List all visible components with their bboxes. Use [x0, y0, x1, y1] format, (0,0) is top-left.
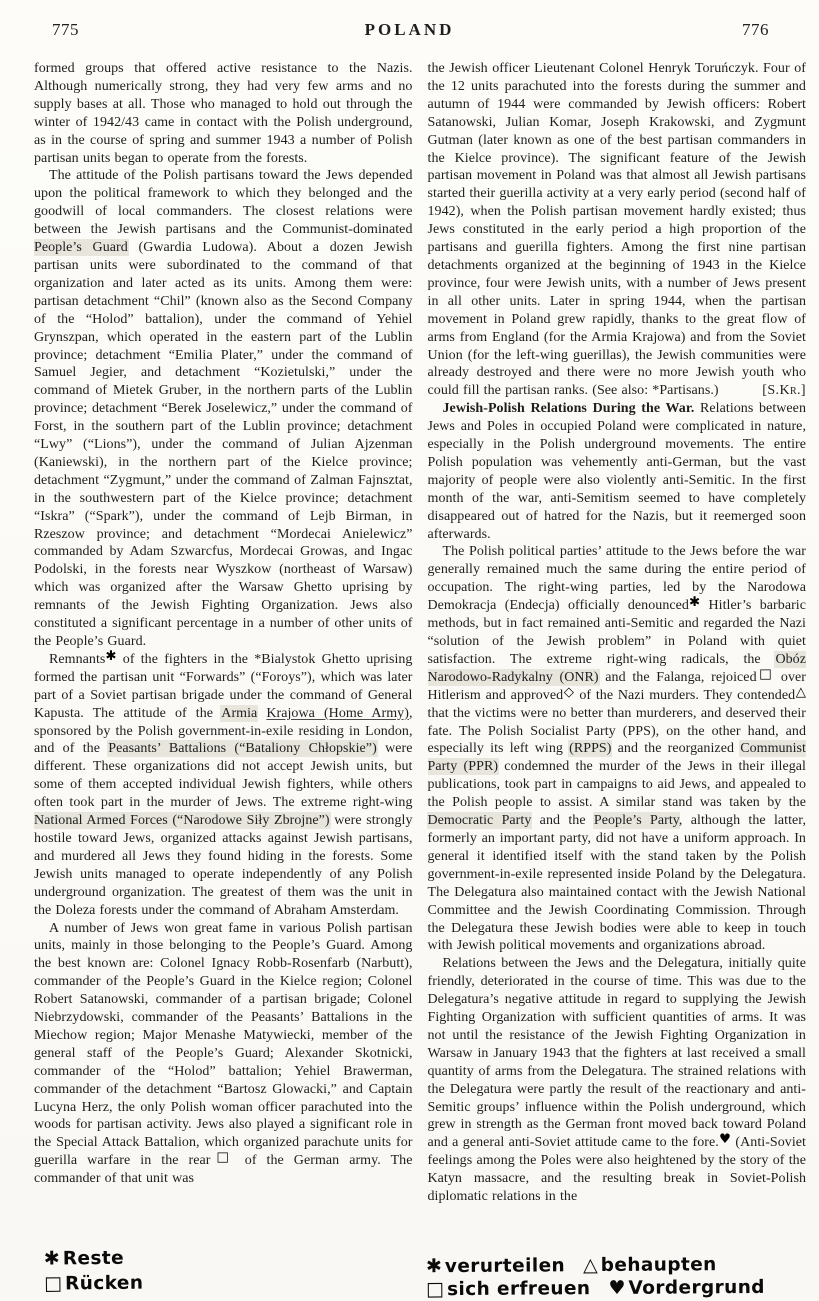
text-run: the Jewish officer Lieutenant Colonel Henryk Toruńczyk. Four of the 12 units parachuted into the forests during the summer and autumn of 1944 were commanded by Jewish officers: Robert Satanowski, Julian Komar, Joseph Krakowski, and Zygmunt Gutman (later known as one of the best partisan commanders in the Kielce province). The significant feature of the Jewish partisan movement in Poland was that almost all Jewish partisans started their guerilla activity at a very early period (second half of 1942), when the Polish partisan movement hardly existed; thus Jews constituted in the early period a high proportion of the partisans and guerilla fighters. Among the first nine partisan detachments organized at the beginning of 1943 in the Kielce province, four were Jewish units, with a number of Jews present in all other units. Later in spring 1944, when the partisan movement in Poland grew rapidly, thanks to the great flow of arms from England (for the Armia Krajowa) and from the Soviet Union (for the left-wing guerillas), the Jewish communities were already destroyed and there were no more Jewish youth who could fill the partisan ranks. (See also: *Partisans.)	[427, 61, 806, 399]
handwritten-note-line	[44, 1270, 162, 1296]
text-run: condemned the murder of the Jews in their illegal publications, took part in campaigns to aid Jews, and appealed to the Polish people to assist. A similar stand was taken by the	[427, 759, 806, 811]
handwritten-note-line	[426, 1276, 783, 1301]
text-run: (Anti-Soviet feelings among the Poles were also heightened by the story of the Katyn massacre, and the resulting break in Soviet-Polish diplomatic relations in the	[427, 1135, 806, 1205]
paragraph	[34, 167, 413, 650]
text-run: were different. These organizations did not accept Jewish units, but some of them accepted individual Jewish fighters, while others often took part in the murder of Jews. The extreme right-wing	[34, 741, 413, 811]
handwritten-square-icon: □	[210, 1150, 235, 1166]
handwritten-note-word: behaupten	[600, 1254, 717, 1277]
text-run: The Polish political parties’ attitude to the Jews before the war generally remained much the same during the entire period of occupation. The right-wing parties, led by the Narodowa Demokracja (Endecja) officially denounced	[427, 544, 806, 614]
text-run: of the Nazi murders. They contended	[574, 687, 796, 703]
highlighted-phrase: People’s Guard	[34, 240, 128, 256]
handwritten-diamond-icon: ◇	[563, 684, 575, 700]
highlighted-phrase: National Armed Forces (“Narodowe Siły Zbrojne”)	[34, 813, 330, 829]
text-run: Relations between Jews and Poles in occupied Poland were complicated in nature, especially in the Polish underground movements. The entire Polish population was vehemently anti-German, but the vast majority of people were also violently anti-Semitic. In the first month of the war, anti-Semitism seemed to have completely disappeared out of hatred for the Nazis, but it reemerged soon afterwards.	[427, 401, 806, 542]
highlighted-phrase: Peasants’ Battalions (“Bataliony Chłopskie”)	[108, 741, 377, 757]
text-run: and the	[531, 813, 594, 829]
paragraph	[428, 400, 807, 543]
handwritten-note-word: Vordergrund	[628, 1276, 765, 1299]
highlighted-phrase: Democratic Party	[427, 813, 532, 829]
underlined-phrase: Krajowa (Home Army)	[266, 705, 409, 721]
entry-heading: Jewish-Polish Relations During the War.	[442, 401, 695, 417]
text-run: , sponsored by the Polish government-in-exile residing in London, and of the	[34, 705, 413, 757]
handwritten-notes-left	[44, 1245, 162, 1296]
handwritten-note-word: Reste	[62, 1247, 125, 1270]
handwritten-asterisk-icon: ✱	[105, 648, 117, 664]
handwritten-asterisk-icon: ✱	[43, 1247, 60, 1270]
highlighted-phrase: People’s Party	[593, 813, 679, 829]
text-run: (Gwardia Ludowa). About a dozen Jewish partisan units were subordinated to the command of that organization and later acted as its units. Among them were: partisan detachment “Chil” (known also as the Second Company of the “Holod” battalion), under the command of Yehiel Grynszpan, which operated in the eastern part of the Lublin province; detachment “Emilia Plater,” under the command of Samuel Jegier, and detachment “Kozietulski,” under the command of Mietek Gruber, in the northern parts of the Lublin province; detachment “Berek Joselewicz,” under the command of Forst, in the southern part of the Lublin province; detachment “Lwy” (“Lions”), under the command of Julian Ajzenman (Kaniewski), in the northern part of the Kielce province; detachment “Zygmunt,” under the command of Zalman Fajnsztat, in the southwestern part of the Kielce province; detachment “Iskra” (“Spark”), under the command of Lejb Birman, in Rzeszow province; and detachment “Mordecai Anielewicz” commanded by Adam Szwarcfus, Mordecai Growas, and Ingac Podolski, in the forests near Wyszkow (northeast of Warsaw) which was organized after the Warsaw Ghetto uprising by remnants of the Jewish Fighting Organization. Jews also constituted a significant percentage in a number of other units of the People’s Guard.	[34, 240, 413, 649]
right-column	[428, 60, 807, 1258]
running-title: POLAND	[364, 20, 455, 39]
running-header	[0, 20, 819, 40]
text-run: Relations between the Jews and the Delegatura, initially quite friendly, deteriorated in the course of time. This was due to the Delegatura’s negative attitude in regard to supplying the Jewish Fighting Organization with sufficient quantities of arms. It was not until the resistance of the Jewish Fighting Organization in Warsaw in January 1943 that the fighters at last received a small quantity of arms from the Delegatura. The strained relations with the Delegatura were partly the result of the reactionary and anti-Semitic groups’ influence within the Polish underground, which grew in strength as the German front moved back toward Poland and a general anti-Soviet attitude came to the fore.	[427, 956, 806, 1151]
left-column	[34, 60, 413, 1258]
handwritten-asterisk-icon: ✱	[688, 595, 701, 611]
highlighted-phrase: Communist Party (PPR)	[427, 741, 806, 775]
text-run: , although the latter, formerly an important party, did not have a uniform approach. In general it identified itself with the stand taken by the Polish government-in-exile represented inside Poland by the Delegatura. The Delegatura also maintained contact with the Jewish National Committee and the Jewish Coordinating Commission. Through the Delegatura these Jewish bodies were able to keep in touch with Jewish political movements and organizations abroad.	[427, 813, 806, 954]
text-run: of the German army. The commander of that unit was	[34, 1153, 413, 1187]
text-run: over Hitlerism and approved	[427, 669, 806, 703]
highlighted-phrase: Armia	[221, 705, 258, 721]
highlighted-phrase: Obóz Narodowo-Radykalny (ONR)	[427, 651, 806, 685]
text-run: of the fighters in the *Bialystok Ghetto uprising formed the partisan unit “Forwards” (“Foroys”), which was later part of a Soviet partisan brigade under the command of General Kapusta. The attitude of the	[34, 651, 413, 721]
two-column-text-block	[34, 60, 806, 1258]
handwritten-note-line	[426, 1253, 783, 1278]
handwritten-triangle-icon: △	[795, 684, 806, 700]
handwritten-heart-icon: ♥	[718, 1132, 732, 1148]
handwritten-triangle-icon: △	[582, 1254, 598, 1277]
text-run: A number of Jews won great fame in various Polish partisan units, mainly in those belonging to the People’s Guard. Among the best known are: Colonel Ignacy Robb-Rosenfarb (Narbutt), commander of the People’s Guard in the Kielce region; Colonel Robert Satanowski, commander of a partisan brigade; Colonel Niebrzydowski, commander of the Peasants’ Battalions in the Miechow region; Major Menashe Matywiecki, member of the general staff of the People’s Guard; Alexander Skotnicki, commander of the “Holod” battalion; Yehiel Brawerman, commander of the detachment “Bartosz Glowacki,” and Captain Lucyna Herz, the only Polish woman officer parachuted into the woods for partisan activity. Jews also played a significant role in the Special Attack Battalion, which organized parachute units for guerilla warfare in the rear	[34, 920, 413, 1169]
handwritten-square-icon: □	[44, 1272, 63, 1295]
text-run: and the Falanga, rejoiced	[598, 669, 757, 685]
paragraph	[428, 60, 807, 400]
handwritten-square-icon: □	[756, 666, 775, 682]
handwritten-note-word: verurteilen	[444, 1255, 566, 1278]
paragraph	[34, 648, 413, 920]
paragraph	[428, 543, 807, 955]
author-signature: [S.Kr.]	[762, 383, 806, 399]
paragraph	[34, 920, 413, 1189]
page-number-right: 776	[742, 20, 769, 39]
handwritten-note-word: sich erfreuen	[446, 1278, 591, 1301]
text-run: formed groups that offered active resistance to the Nazis. Although numerically strong, they had very few arms and no supply bases at all. Those who managed to hold out through the winter of 1942/43 came in contact with the Polish underground, as in the course of spring and summer 1943 a number of Polish partisan units began to operate from the forests.	[34, 61, 413, 166]
text-run: and the reorganized	[611, 741, 741, 757]
text-run: The attitude of the Polish partisans toward the Jews depended upon the political framework to which they belonged and the goodwill of local commanders. The closest relations were between the Jewish partisans and the Communist-dominated	[34, 168, 413, 238]
text-run: were strongly hostile toward Jews, organized attacks against Jewish partisans, and murdered all Jews they found hiding in the forests. Some Jewish units managed to operate independently of any Polish underground organization. The greatest of them was the unit in the Doleza forests under the command of Abraham Amsterdam.	[34, 813, 413, 918]
highlighted-phrase: (RPPS)	[569, 741, 612, 757]
text-run: that the victims were no better than murderers, and deserved their fate. The Polish Socialist Party (PPS), on the other hand, and especially its left wing	[427, 705, 806, 757]
text-run	[257, 706, 266, 721]
text-run: Hitler’s barbaric methods, but in fact remained anti-Semitic and regarded the Nazi “solution of the Jewish problem” in Poland with quiet satisfaction. The extreme right-wing radicals, the	[427, 598, 806, 667]
handwritten-note-word: Rücken	[64, 1272, 144, 1295]
handwritten-asterisk-icon: ✱	[425, 1255, 442, 1278]
handwritten-notes-right	[426, 1253, 783, 1301]
paragraph	[428, 955, 807, 1206]
paragraph	[34, 60, 413, 167]
handwritten-square-icon: □	[426, 1278, 445, 1301]
handwritten-note-line	[44, 1245, 162, 1271]
page-number-left: 775	[52, 20, 79, 39]
handwritten-heart-icon: ♥	[608, 1276, 626, 1299]
text-run: Remnants	[49, 651, 106, 667]
